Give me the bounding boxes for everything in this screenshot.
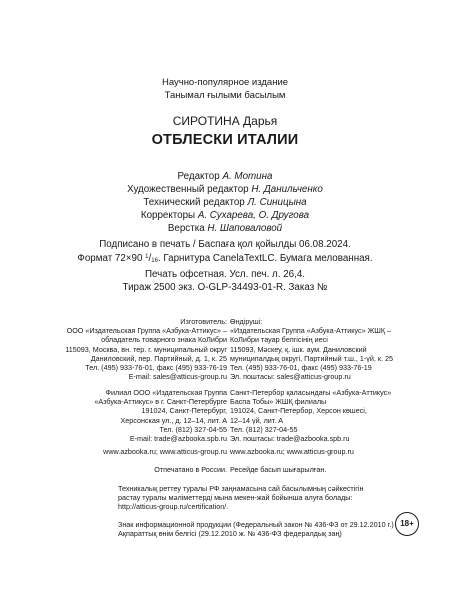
certification-link: http://atticus-group.ru/certification/.	[118, 502, 229, 512]
book-title: ОТБЛЕСКИ ИТАЛИИ	[151, 132, 299, 148]
website-ru: www.azbooka.ru; www.atticus-group.ru	[103, 447, 227, 456]
staff-role: Верстка	[167, 223, 205, 234]
print-offset: Печать офсетная. Усл. печ. л. 26,4.	[145, 269, 305, 280]
website-kz: www.azbooka.ru; www.atticus-group.ru	[230, 447, 354, 456]
editorial-staff	[0, 170, 450, 235]
staff-art-editor	[0, 183, 450, 196]
certification-note: Техникалық реттеу туралы РФ заңнамасына сай басылымның сәйкестігін растау туралы мәліметтерді мына мекен-жай бойынша алуға болады: http://atticus-group.ru/certification/.	[118, 484, 418, 512]
staff-person: Л. Синицына	[247, 197, 307, 208]
email-kz: Эл. поштасы: sales@atticus-group.ru	[230, 372, 351, 382]
email-ru: E-mail: sales@atticus-group.ru	[128, 372, 227, 382]
staff-person: А. Сухарева, О. Другова	[197, 210, 310, 221]
staff-editor	[0, 170, 450, 183]
printed-in-kz: Ресейде басып шығарылған.	[230, 465, 327, 474]
print-details	[0, 238, 450, 294]
staff-tech-editor	[0, 196, 450, 209]
age-rating-icon: 18+	[395, 512, 419, 536]
trade-email-ru: E-mail: trade@azbooka.spb.ru	[129, 434, 227, 444]
staff-proofreaders	[0, 209, 450, 222]
print-format: Формат 72×90 $^1$/16. Гарнитура CanelaTextLC. Бумага мелованная.	[77, 253, 373, 264]
manufacturer-ru: Изготовитель: ООО «Издательская Группа «Азбука-Аттикус» – обладатель товарного знака КоЛибри 115093, Москва, вн. тер. г. муниципальный округ Даниловский, пер. Партийный, д. 1, к. 25 Тел. (495) 933-76-01, факс (495) 933-76-19 E-mail: sales@atticus-group.ru	[62, 317, 227, 381]
staff-person: А. Мотина	[222, 171, 273, 182]
edition-type-ru: Научно-популярное издание	[161, 77, 289, 88]
info-product-sign: Знак информационной продукции (Федеральный закон № 436-ФЗ от 29.12.2010 г.) Ақпараттық өнім белгісі (29.12.2010 ж. № 436-ФЗ федералдық заң)	[118, 520, 394, 539]
staff-role: Художественный редактор	[127, 184, 249, 195]
edition-type	[0, 76, 450, 102]
staff-person: Н. Шаповаловой	[207, 223, 283, 234]
manufacturer-kz: Өндіруші: «Издательская Группа «Азбука-Аттикус» ЖШҚ – КоЛибри тауар белгісінің иесі 115093, Мәскеу, қ. ішк. аум. Даниловский муниципалдық округі, Партийный т.ш., 1-үй, к. 25 Тел. (495) 933-76-01, факс (495) 933-76-19 Эл. поштасы: sales@atticus-group.ru	[230, 317, 410, 381]
branch-kz: Санкт-Петербор қаласындағы «Азбука-Аттикус» Баспа Тобы» ЖШҚ филиалы 191024, Санкт-Петербор, Херсон көшесі, 12–14 үй, лит. А Тел. (812) 327-04-55 Эл. поштасы: trade@azbooka.spb.ru	[230, 388, 410, 443]
printed-in-ru: Отпечатано в России.	[154, 465, 227, 474]
staff-role: Технический редактор	[143, 197, 245, 208]
print-run: Тираж 2500 экз. O-GLP-34493-01-R. Заказ №	[122, 282, 328, 293]
staff-role: Корректоры	[140, 210, 196, 221]
edition-type-kz: Танымал ғылыми басылым	[164, 90, 286, 101]
staff-role: Редактор	[177, 171, 220, 182]
print-signed: Подписано в печать / Баспаға қол қойылды 06.08.2024.	[99, 239, 351, 250]
author-name: СИРОТИНА Дарья	[172, 114, 278, 128]
staff-layout	[0, 222, 450, 235]
trade-email-kz: Эл. поштасы: trade@azbooka.spb.ru	[230, 434, 350, 444]
branch-ru: Филиал ООО «Издательская Группа «Азбука-Аттикус» в г. Санкт-Петербурге 191024, Санкт-Петербург, Херсонская ул., д. 12–14, лит. А Тел. (812) 327-04-55 E-mail: trade@azbooka.spb.ru	[62, 388, 227, 443]
staff-person: Н. Данильченко	[251, 184, 323, 195]
